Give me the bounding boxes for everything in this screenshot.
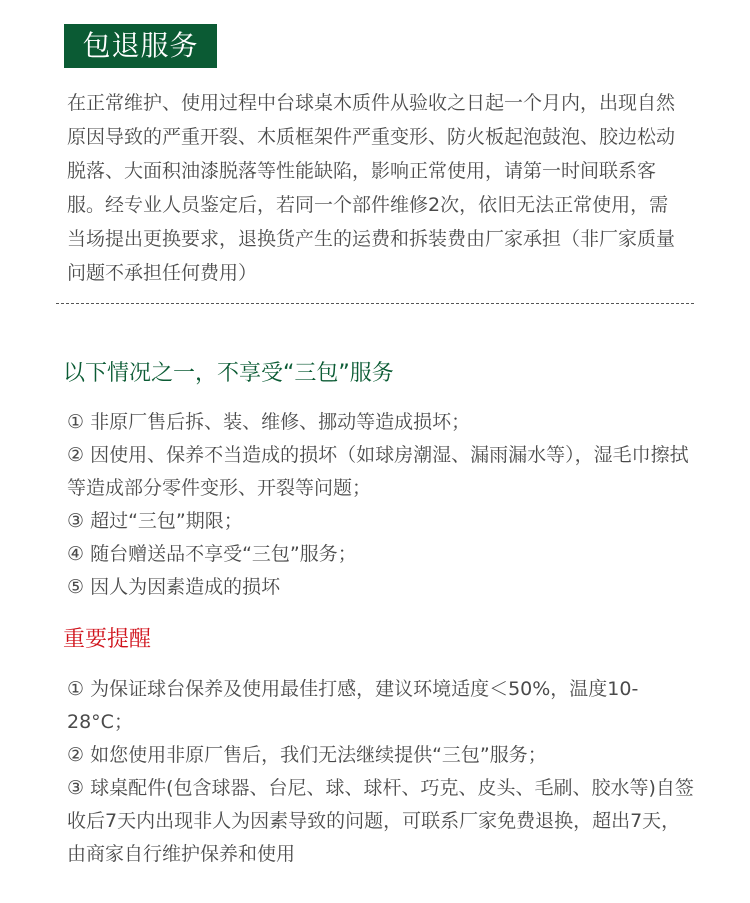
exclusions-list bbox=[67, 406, 695, 604]
warranty-paragraph: 在正常维护、使用过程中台球桌木质件从验收之日起一个月内，出现自然原因导致的严重开裂、木质框架件严重变形、防火板起泡鼓泡、胶边松动脱落、大面积油漆脱落等性能缺陷，影响正常使用，请第一时间联系客服。经专业人员鉴定后，若同一个部件维修2次，依旧无法正常使用，需当场提出更换要求，退换货产生的运费和拆装费由厂家承担（非厂家质量问题不承担任何费用） bbox=[67, 92, 676, 284]
list-item: ④ 随台赠送品不享受“三包”服务； bbox=[67, 543, 357, 565]
list-item: ① 为保证球台保养及使用最佳打感，建议环境适度＜50%，温度10-28°C； bbox=[67, 678, 639, 733]
dashed-divider bbox=[56, 303, 694, 304]
warranty-title-badge: 包退服务 bbox=[64, 24, 217, 68]
list-item: ② 如您使用非原厂售后，我们无法继续提供“三包”服务； bbox=[67, 744, 547, 766]
list-item: ③ 球桌配件(包含球器、台尼、球、球杆、巧克、皮头、毛刷、胶水等)自签收后7天内出现非人为因素导致的问题，可联系厂家免费退换，超出7天，由商家自行维护保养和使用 bbox=[67, 777, 694, 865]
list-item: ⑤ 因人为因素造成的损坏 bbox=[67, 576, 281, 598]
reminder-list bbox=[67, 673, 695, 871]
exclusions-title: 以下情况之一，不享受“三包”服务 bbox=[63, 361, 394, 386]
list-item: ③ 超过“三包”期限； bbox=[67, 510, 243, 532]
list-item: ② 因使用、保养不当造成的损坏（如球房潮湿、漏雨漏水等），湿毛巾擦拭等造成部分零件变形、开裂等问题； bbox=[67, 444, 689, 499]
reminder-title: 重要提醒 bbox=[63, 627, 152, 652]
list-item: ① 非原厂售后拆、装、维修、挪动等造成损坏； bbox=[67, 411, 471, 433]
